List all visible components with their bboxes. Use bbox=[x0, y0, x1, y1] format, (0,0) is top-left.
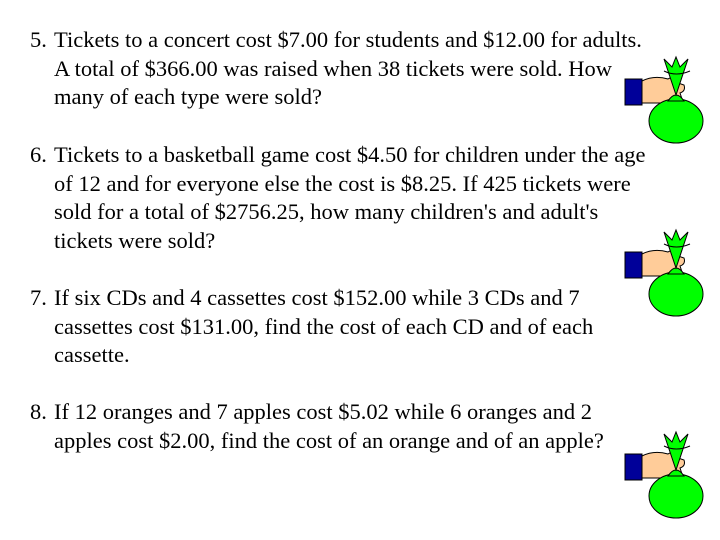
problem-text-line: of 12 and for everyone else the cost is $8.25. If 425 tickets were bbox=[54, 170, 631, 196]
money-bag-icon bbox=[624, 228, 704, 318]
problem-7 bbox=[30, 284, 690, 370]
problem-text-line: sold for a total of $2756.25, how many children's and adult's bbox=[54, 199, 599, 224]
problem-text-line: If 12 oranges and 7 apples cost $5.02 while 6 oranges and 2 bbox=[54, 399, 592, 424]
problem-text-line: cassette. bbox=[54, 342, 130, 367]
problem-number: 8. bbox=[30, 399, 47, 424]
money-bag-icon bbox=[624, 430, 704, 520]
problem-text-line: cassettes cost $131.00, find the cost of each CD and of each bbox=[54, 313, 594, 339]
money-bag-icon bbox=[624, 55, 704, 145]
problem-text-line: tickets were sold? bbox=[54, 227, 216, 253]
problem-5 bbox=[30, 26, 690, 112]
problem-text-line: Tickets to a concert cost $7.00 for students and $12.00 for adults. bbox=[54, 27, 642, 52]
problem-text-line: many of each type were sold? bbox=[54, 84, 323, 109]
problem-text-line: Tickets to a basketball game cost $4.50 for children under the age bbox=[54, 142, 646, 167]
problem-number: 5. bbox=[30, 27, 47, 52]
problem-text-line: apples cost $2.00, find the cost of an orange and of an apple? bbox=[54, 427, 604, 453]
problem-text-line: A total of $366.00 was raised when 38 tickets were sold. How bbox=[54, 55, 613, 81]
problem-text-line: If six CDs and 4 cassettes cost $152.00 while 3 CDs and 7 bbox=[54, 285, 580, 310]
problem-number: 7. bbox=[30, 285, 47, 310]
problem-6 bbox=[30, 141, 690, 255]
problem-8 bbox=[30, 398, 690, 455]
problem-number: 6. bbox=[30, 142, 47, 167]
